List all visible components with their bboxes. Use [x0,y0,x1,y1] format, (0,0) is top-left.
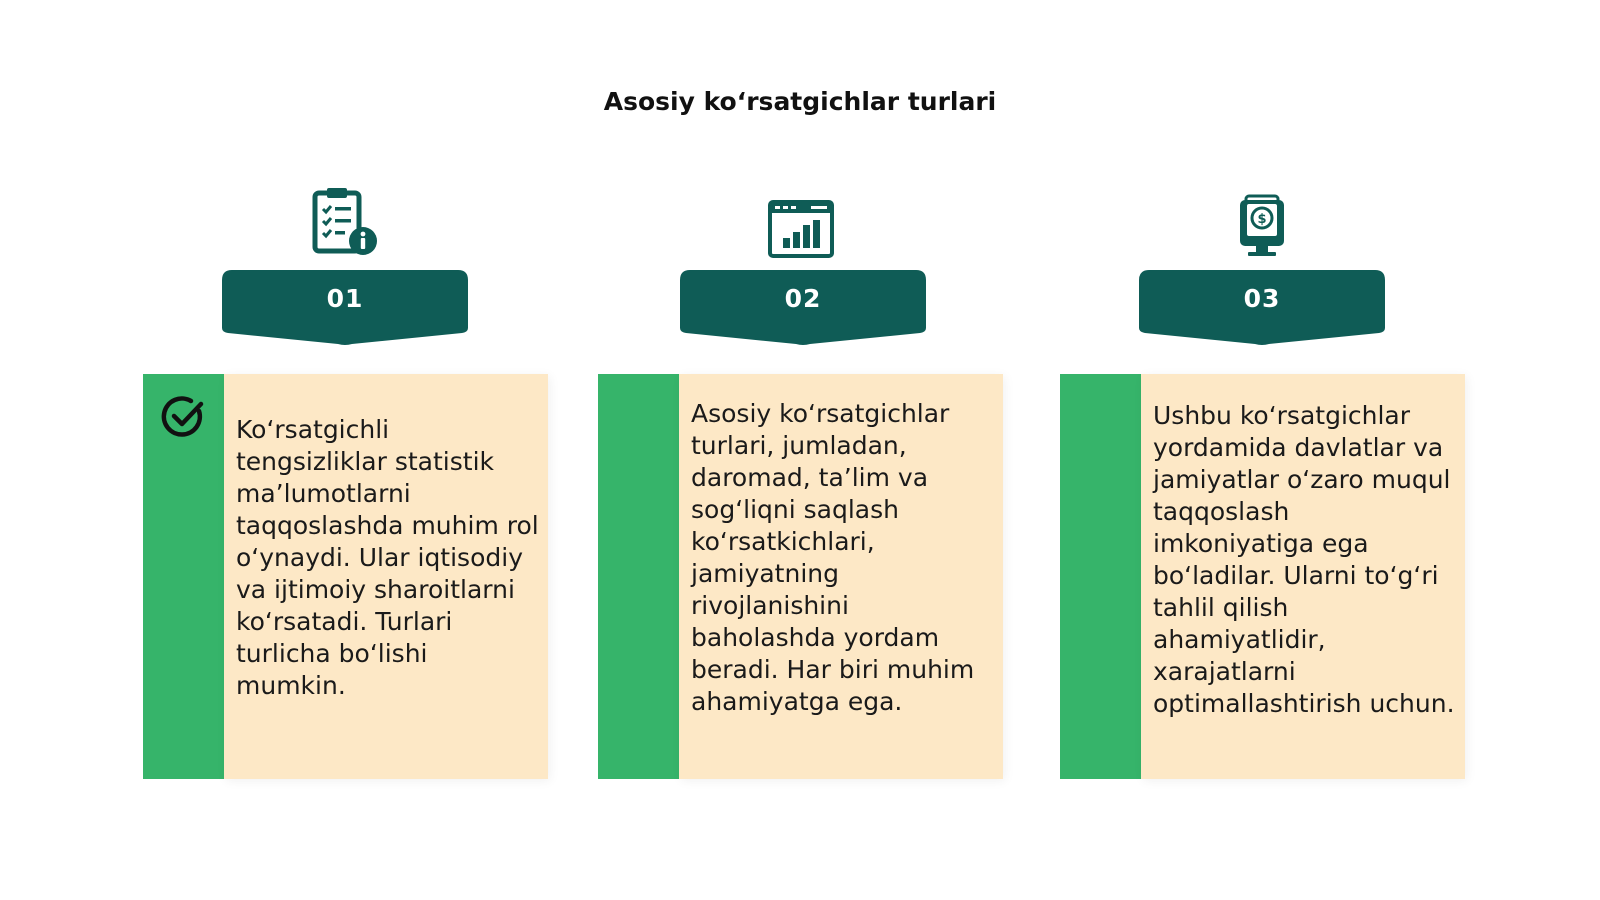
card-3 [1060,374,1465,779]
dollar-monitor-icon [1226,192,1298,264]
card-text: Ko‘rsatgichli tengsizliklar statistik ma’lumotlarni taqqoslashda muhim rol o‘ynaydi. Ular iqtisodiy va ijtimoiy sharoitlarni ko‘rsatadi. Turlari turlicha bo‘lishi mumkin. [236,415,539,700]
card-text: Asosiy ko‘rsatgichlar turlari, jumladan, daromad, ta’lim va sog‘liqni saqlash ko‘rsatkichlari, jamiyatning rivojlanishini baholashda yordam beradi. Har biri muhim ahamiyatga ega. [691,399,975,716]
card-stripe [1060,374,1141,779]
badge-number: 03 [1243,284,1281,313]
card-body [1141,374,1465,779]
check-circle-icon [161,394,207,440]
bar-chart-window-icon [765,192,837,264]
card-body [679,374,1003,779]
card-body [224,374,548,779]
card-text: Ushbu ko‘rsatgichlar yordamida davlatlar va jamiyatlar o‘zaro muqul taqqoslash imkoniyatiga ega bo‘ladilar. Ularni to‘g‘ri tahlil qilish ahamiyatlidir, xarajatlarni optimallashtirish uchun. [1153,401,1455,718]
badge-number: 01 [326,284,364,313]
card-2 [598,374,1003,779]
badge-01 [222,270,468,346]
card-stripe [598,374,679,779]
clipboard-checklist-info-icon [309,187,381,259]
badge-03 [1139,270,1385,346]
card-stripe [143,374,224,779]
card-1 [143,374,548,779]
svg-text:$: $ [1257,212,1267,227]
badge-02 [680,270,926,346]
slide-title: Asosiy ko‘rsatgichlar turlari [603,87,997,116]
badge-number: 02 [784,284,822,313]
